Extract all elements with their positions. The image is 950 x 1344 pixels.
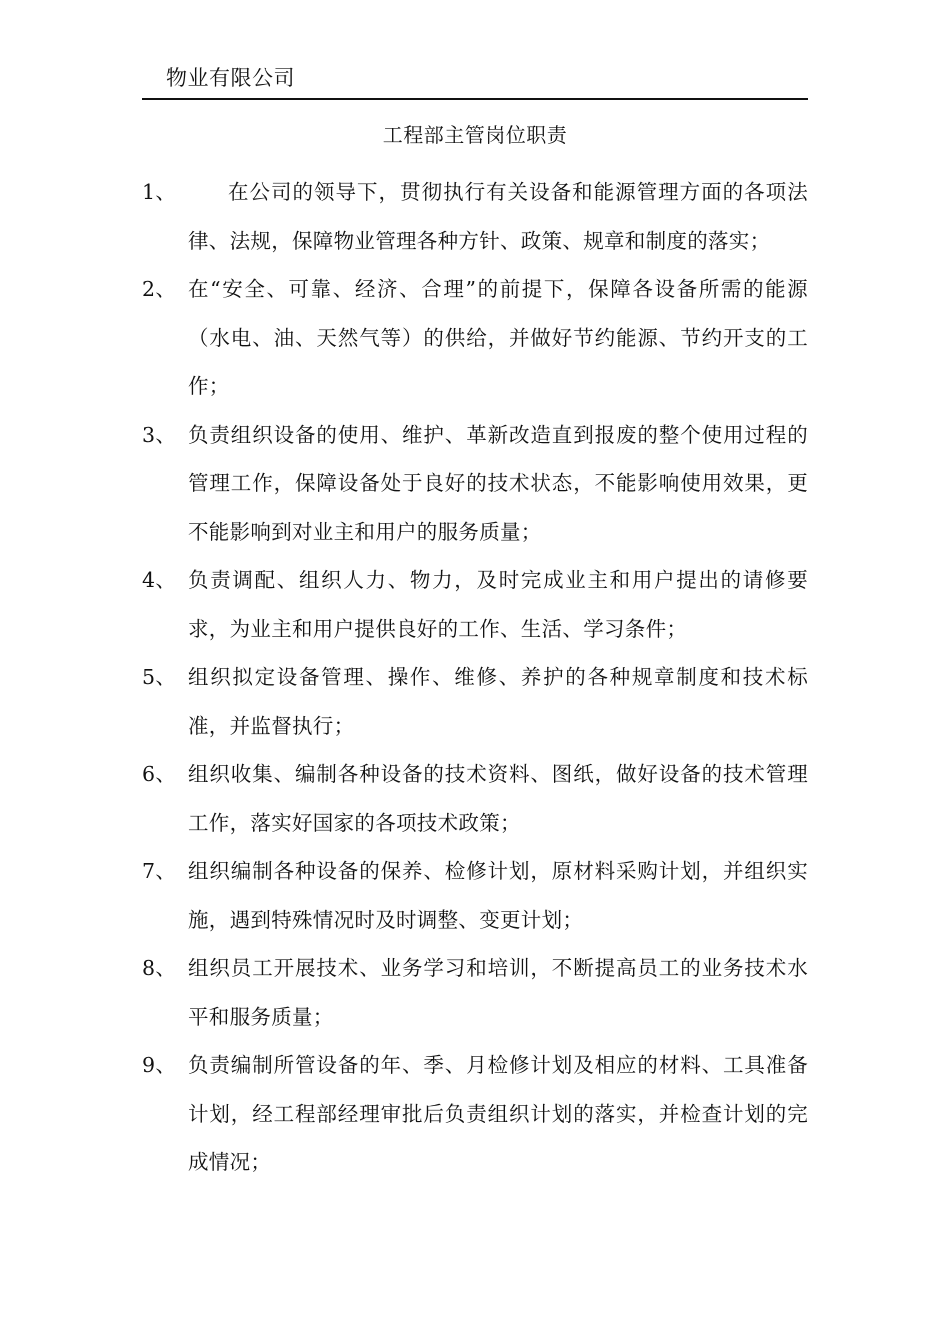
company-name: 物业有限公司 — [166, 66, 295, 90]
duty-item — [142, 411, 808, 557]
duty-item-number: 7、 — [142, 859, 177, 883]
duty-item-text: 组织拟定设备管理、操作、维修、养护的各种规章制度和技术标准，并监督执行； — [188, 665, 808, 738]
duty-item — [142, 265, 808, 411]
duty-item-number: 8、 — [142, 956, 177, 980]
duty-item — [142, 750, 808, 847]
duty-item-number: 9、 — [142, 1053, 177, 1077]
duty-item-number: 6、 — [142, 762, 177, 786]
duty-item — [142, 1041, 808, 1187]
duty-item — [142, 944, 808, 1041]
duty-item-number: 2、 — [142, 277, 177, 301]
duty-list — [142, 168, 808, 1187]
duty-item — [142, 653, 808, 750]
duty-item-text: 组织编制各种设备的保养、检修计划，原材料采购计划，并组织实施，遇到特殊情况时及时调整、变更计划； — [188, 859, 808, 932]
duty-item-number: 5、 — [142, 665, 177, 689]
duty-item-number: 1、 — [142, 180, 177, 204]
duty-item-text: 组织员工开展技术、业务学习和培训，不断提高员工的业务技术水平和服务质量； — [188, 956, 808, 1029]
page-header — [142, 58, 808, 100]
duty-item-text: 组织收集、编制各种设备的技术资料、图纸，做好设备的技术管理工作，落实好国家的各项技术政策； — [188, 762, 808, 835]
duty-item — [142, 556, 808, 653]
duty-item — [142, 847, 808, 944]
duty-item — [142, 168, 808, 265]
duty-item-text: 在“安全、可靠、经济、合理”的前提下，保障各设备所需的能源（水电、油、天然气等）的供给，并做好节约能源、节约开支的工作； — [188, 277, 808, 398]
duty-item-text: 在公司的领导下，贯彻执行有关设备和能源管理方面的各项法律、法规，保障物业管理各种方针、政策、规章和制度的落实； — [188, 180, 808, 253]
duty-item-number: 3、 — [142, 422, 177, 447]
duty-item-text: 负责组织设备的使用、维护、革新改造直到报废的整个使用过程的管理工作，保障设备处于良好的技术状态，不能影响使用效果，更不能影响到对业主和用户的服务质量； — [188, 422, 808, 544]
duty-item-text: 负责调配、组织人力、物力，及时完成业主和用户提出的请修要求，为业主和用户提供良好的工作、生活、学习条件； — [188, 568, 808, 641]
document-title: 工程部主管岗位职责 — [382, 123, 568, 147]
duty-item-text: 负责编制所管设备的年、季、月检修计划及相应的材料、工具准备计划，经工程部经理审批后负责组织计划的落实，并检查计划的完成情况； — [188, 1053, 808, 1174]
duty-item-number: 4、 — [142, 568, 177, 592]
